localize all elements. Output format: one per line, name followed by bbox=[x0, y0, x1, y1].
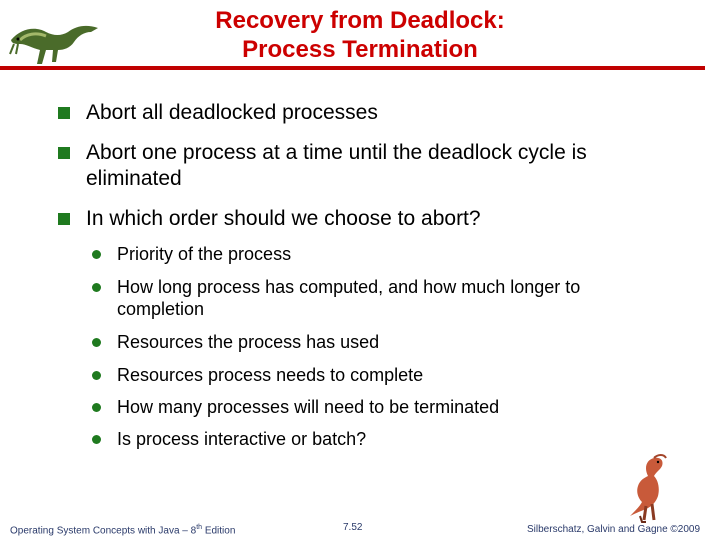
dinosaur-logo-icon bbox=[608, 448, 688, 523]
sub-bullet-text: Is process interactive or batch? bbox=[117, 429, 367, 449]
footer-page-number: 7.52 bbox=[343, 522, 363, 533]
round-bullet-icon bbox=[92, 435, 101, 444]
round-bullet-icon bbox=[92, 403, 101, 412]
dinosaur-logo-icon bbox=[6, 10, 101, 72]
title-divider bbox=[0, 66, 705, 70]
bullet-text: Abort one process at a time until the deadlock cycle is eliminated bbox=[86, 141, 587, 190]
footer-authors: Silberschatz, Galvin and Gagne ©2009 bbox=[527, 524, 701, 535]
square-bullet-icon bbox=[58, 107, 70, 119]
round-bullet-icon bbox=[92, 338, 101, 347]
round-bullet-icon bbox=[92, 283, 101, 292]
bullet-text: In which order should we choose to abort? bbox=[86, 207, 481, 230]
slide-title-line-2: Process Termination bbox=[242, 36, 478, 63]
sub-bullet-text: How long process has computed, and how much longer to completion bbox=[117, 277, 581, 319]
slide-title bbox=[130, 6, 590, 64]
sub-bullet-text: How many processes will need to be terminated bbox=[117, 397, 500, 417]
round-bullet-icon bbox=[92, 371, 101, 380]
sub-bullet-text: Resources the process has used bbox=[117, 332, 380, 352]
square-bullet-icon bbox=[58, 147, 70, 159]
sub-bullet-text: Resources process needs to complete bbox=[117, 365, 424, 385]
bullet-text: Abort all deadlocked processes bbox=[86, 101, 378, 124]
slide-title-line-1: Recovery from Deadlock: bbox=[215, 7, 505, 34]
footer-book-title: Operating System Concepts with Java – 8th Edition bbox=[10, 524, 236, 537]
square-bullet-icon bbox=[58, 213, 70, 225]
round-bullet-icon bbox=[92, 250, 101, 259]
sub-bullet-text: Priority of the process bbox=[117, 244, 292, 264]
